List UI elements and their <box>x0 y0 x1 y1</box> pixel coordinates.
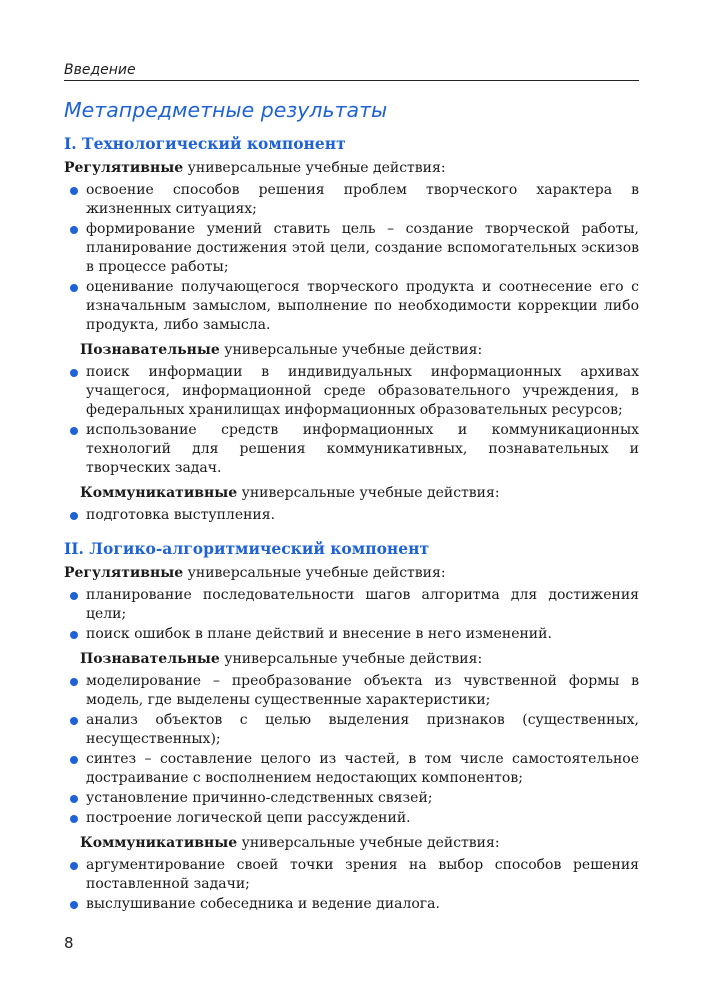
communicative-actions-label <box>64 834 639 853</box>
bullet-list <box>64 506 639 525</box>
bullet-list <box>64 856 639 914</box>
communicative-label-rest: универсальные учебные действия: <box>237 835 500 851</box>
bullet-item: анализ объектов с целью выделения признаков (существенных, несущественных); <box>64 711 639 749</box>
bullet-item: планирование последовательности шагов алгоритма для достижения цели; <box>64 586 639 624</box>
bullet-item: выслушивание собеседника и ведение диалога. <box>64 895 639 914</box>
regulatory-label-bold: Регулятивные <box>64 160 184 176</box>
regulatory-actions-label <box>64 564 639 583</box>
cognitive-label-bold: Познавательные <box>80 651 220 667</box>
bullet-list <box>64 672 639 828</box>
regulatory-label-rest: универсальные учебные действия: <box>183 160 446 176</box>
bullet-list <box>64 181 639 335</box>
page-number: 8 <box>64 934 74 952</box>
cognitive-label-rest: универсальные учебные действия: <box>219 342 483 358</box>
bullet-item: установление причинно-следственных связей; <box>64 789 639 808</box>
bullet-item: формирование умений ставить цель – создание творческой работы, планирование достижения этой цели, создание вспомогательных эскизов в процессе работы; <box>64 220 639 277</box>
communicative-label-bold: Коммуникативные <box>80 485 238 501</box>
regulatory-label-rest: универсальные учебные действия: <box>183 565 446 581</box>
bullet-item: поиск ошибок в плане действий и внесение в него изменений. <box>64 625 639 644</box>
bullet-item: оценивание получающегося творческого продукта и соотнесение его с изначальным замыслом, выполнение по необходимости коррекции либо продукта, либо замысла. <box>64 278 639 335</box>
header-rule <box>64 80 639 81</box>
bullet-list <box>64 586 639 644</box>
communicative-label-bold: Коммуникативные <box>80 835 238 851</box>
bullet-item: моделирование – преобразование объекта из чувственной формы в модель, где выделены существенные характеристики; <box>64 672 639 710</box>
communicative-label-rest: универсальные учебные действия: <box>237 485 500 501</box>
bullet-list <box>64 363 639 478</box>
cognitive-label-rest: универсальные учебные действия: <box>219 651 483 667</box>
cognitive-actions-label <box>64 650 639 669</box>
cognitive-actions-label <box>64 341 639 360</box>
bullet-item: поиск информации в индивидуальных информационных архивах учащегося, информационной среде образовательного учреждения, в федеральных хранилищах информационных образовательных ресурсов; <box>64 363 639 420</box>
regulatory-label-bold: Регулятивные <box>64 565 184 581</box>
bullet-item: построение логической цепи рассуждений. <box>64 809 639 828</box>
section-heading-technological: I. Технологический компонент <box>64 134 346 153</box>
communicative-actions-label <box>64 484 639 503</box>
section-heading-logic-algorithmic: II. Логико-алгоритмический компонент <box>64 539 430 558</box>
cognitive-label-bold: Познавательные <box>80 342 220 358</box>
page-title: Метапредметные результаты <box>64 98 388 122</box>
bullet-item: подготовка выступления. <box>64 506 639 525</box>
bullet-item: аргументирование своей точки зрения на выбор способов решения поставленной задачи; <box>64 856 639 894</box>
bullet-item: использование средств информационных и коммуникационных технологий для решения коммуникативных, познавательных и творческих задач. <box>64 421 639 478</box>
regulatory-actions-label <box>64 159 639 178</box>
bullet-item: синтез – составление целого из частей, в том числе самостоятельное достраивание с восполнением недостающих компонентов; <box>64 750 639 788</box>
running-head: Введение <box>64 62 136 78</box>
page-content <box>64 96 639 920</box>
bullet-item: освоение способов решения проблем творческого характера в жизненных ситуациях; <box>64 181 639 219</box>
